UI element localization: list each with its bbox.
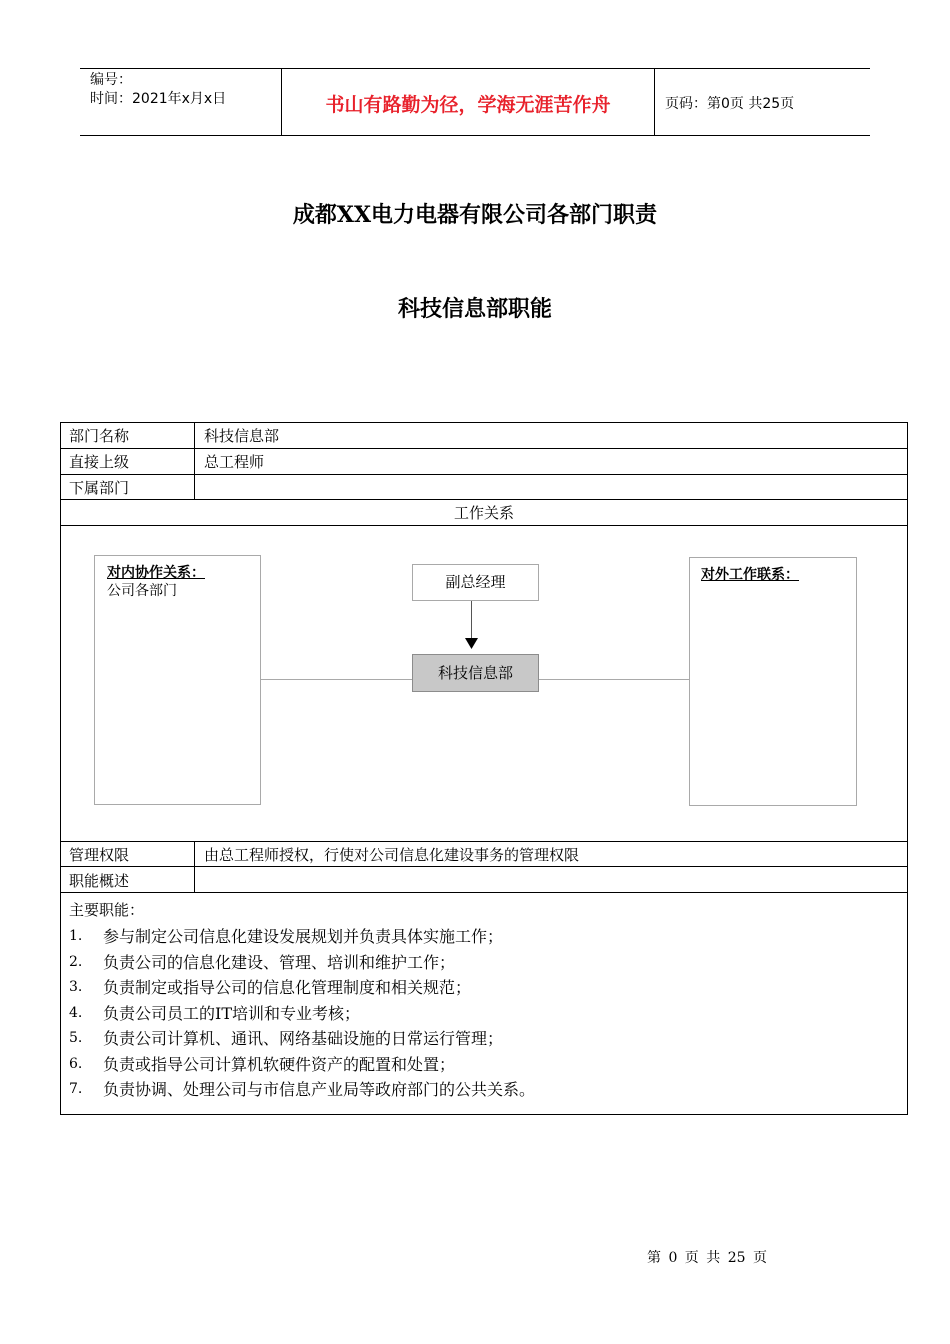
list-item-text: 负责公司员工的IT培训和专业考核；	[103, 1003, 360, 1023]
subordinate-label: 下属部门	[69, 479, 130, 497]
superior-value: 总工程师	[204, 453, 265, 471]
list-item-number: 6.	[69, 1055, 83, 1072]
list-item-number: 3.	[69, 979, 83, 995]
header-top-rule	[80, 68, 870, 69]
table-column-divider	[194, 423, 195, 499]
list-item-number: 2.	[69, 953, 83, 970]
authority-label: 管理权限	[69, 846, 130, 864]
page-footer: 第 0 页 共 25 页	[647, 1250, 767, 1266]
table-rule	[61, 841, 907, 842]
list-item	[69, 1001, 535, 1027]
table-rule	[61, 892, 907, 893]
list-item-text: 参与制定公司信息化建设发展规划并负责具体实施工作；	[103, 927, 504, 946]
header-page-code: 页码：第0页 共25页	[665, 96, 795, 112]
list-item-number: 5.	[69, 1030, 83, 1046]
list-item-number: 1.	[69, 928, 83, 944]
table-rule	[61, 525, 907, 526]
overview-label: 职能概述	[69, 872, 130, 890]
table-rule	[61, 448, 907, 449]
header-motto: 书山有路勤为径，学海无涯苦作舟	[325, 94, 611, 116]
relations-header: 工作关系	[453, 504, 514, 522]
list-item-text: 负责制定或指导公司的信息化管理制度和相关规范；	[103, 978, 472, 997]
duties-intro: 主要职能：	[69, 901, 145, 919]
duties-table	[60, 422, 908, 1115]
list-item-number: 7.	[69, 1081, 83, 1097]
header-bottom-rule	[80, 135, 870, 136]
table-rule	[61, 499, 907, 500]
internal-relations-body: 公司各部门	[107, 583, 177, 599]
dept-name-label: 部门名称	[69, 427, 130, 445]
list-item-text: 负责公司计算机、通讯、网络基础设施的日常运行管理；	[103, 1029, 504, 1048]
department-box-label: 科技信息部	[437, 664, 513, 682]
department-box	[412, 654, 539, 692]
connector-line	[261, 679, 413, 680]
list-item	[69, 1026, 535, 1052]
list-item	[69, 1077, 535, 1103]
arrow-line	[471, 600, 472, 640]
document-subtitle: 科技信息部职能	[397, 296, 552, 322]
list-item	[69, 1052, 535, 1078]
duties-list	[69, 899, 535, 1103]
internal-relations-box	[94, 555, 261, 805]
document-title: 成都XX电力电器有限公司各部门职责	[292, 202, 658, 228]
list-item	[69, 924, 535, 950]
list-item	[69, 975, 535, 1001]
list-item-text: 负责公司的信息化建设、管理、培训和维护工作；	[103, 952, 456, 972]
table-column-divider	[194, 841, 195, 892]
list-item-text: 负责或指导公司计算机软硬件资产的配置和处置；	[103, 1054, 456, 1074]
internal-relations-title: 对内协作关系：	[107, 565, 205, 581]
authority-value: 由总工程师授权，行使对公司信息化建设事务的管理权限	[204, 846, 580, 864]
header-meta	[90, 71, 226, 109]
time-label: 时间：2021年x月x日	[90, 91, 227, 107]
connector-line	[537, 679, 689, 680]
external-relations-title: 对外工作联系：	[701, 567, 799, 583]
table-rule	[61, 474, 907, 475]
arrow-down-icon	[465, 638, 478, 649]
table-rule	[61, 866, 907, 867]
superior-box-label: 副总经理	[445, 573, 506, 591]
header-divider	[654, 68, 655, 135]
superior-label: 直接上级	[69, 453, 130, 471]
list-item	[69, 950, 535, 976]
list-item-number: 4.	[69, 1004, 83, 1021]
superior-box	[412, 564, 539, 601]
dept-name-value: 科技信息部	[204, 427, 280, 445]
list-item-text: 负责协调、处理公司与市信息产业局等政府部门的公共关系。	[103, 1080, 536, 1099]
serial-label: 编号：	[90, 72, 132, 88]
external-relations-box	[689, 557, 857, 806]
